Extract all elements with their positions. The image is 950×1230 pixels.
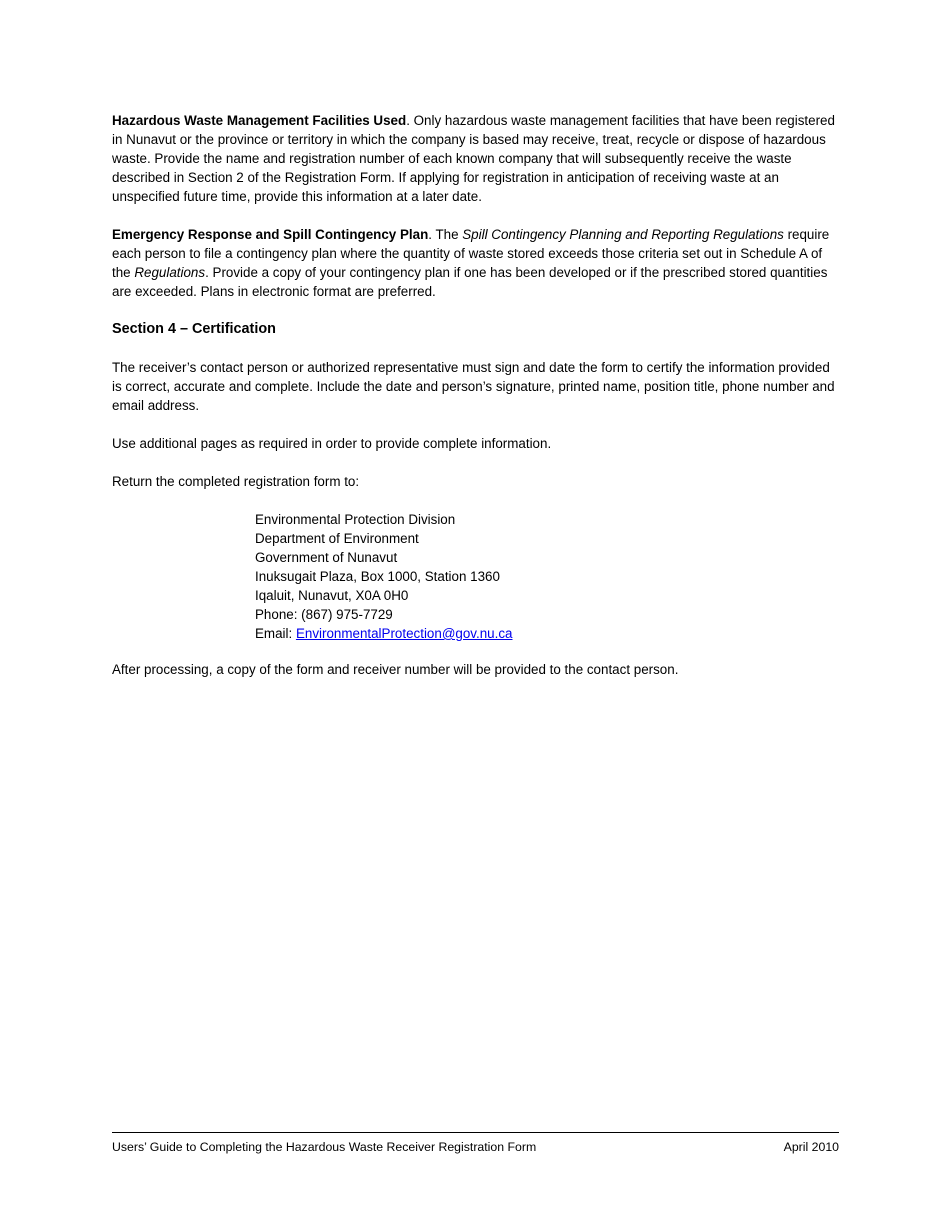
email-link[interactable]: EnvironmentalProtection@gov.nu.ca: [295, 626, 513, 641]
regulations-short: Regulations: [134, 265, 206, 280]
address-line-government: Government of Nunavut: [255, 550, 398, 565]
waste-facilities-title: Hazardous Waste Management Facilities Used: [112, 113, 407, 128]
emergency-plan-text-2: require each person to file a contingency plan where the quantity of waste stored exceeds those criteria set out in Schedule A of the: [112, 227, 830, 280]
mailing-address: [255, 510, 840, 643]
address-line-street: Inuksugait Plaza, Box 1000, Station 1360: [255, 569, 500, 584]
waste-facilities-text: . Only hazardous waste management facilities that have been registered in Nunavut or the province or territory in which the company is based may receive, treat, recycle or dispose of hazardous waste. Provide the name and registration number of each known company that will subsequently receive the waste described in Section 2 of the Registration Form. If applying for registration in anticipation of receiving waste at an unspecified future time, provide this information at a later date.: [112, 113, 835, 204]
address-line-department: Department of Environment: [255, 531, 419, 546]
emergency-plan-text-3: . Provide a copy of your contingency plan if one has been developed or if the prescribed stored quantities are exceeded. Plans in electronic format are preferred.: [112, 265, 828, 299]
footer-divider: [112, 1132, 839, 1133]
closing-paragraph: After processing, a copy of the form and receiver number will be provided to the contact person.: [112, 662, 679, 677]
additional-pages-paragraph: Use additional pages as required in order to provide complete information.: [112, 436, 552, 451]
address-line-city: Iqaluit, Nunavut, X0A 0H0: [255, 588, 409, 603]
emergency-plan-paragraph: [112, 225, 840, 301]
emergency-plan-title: Emergency Response and Spill Contingency Plan: [112, 227, 429, 242]
footer-date: April 2010: [783, 1140, 839, 1154]
regulations-name: Spill Contingency Planning and Reporting Regulations: [462, 227, 784, 242]
waste-facilities-paragraph: [112, 111, 840, 206]
email-label: Email:: [255, 626, 296, 641]
footer-title: Users’ Guide to Completing the Hazardous Waste Receiver Registration Form: [112, 1140, 537, 1154]
address-phone: Phone: (867) 975-7729: [255, 607, 393, 622]
certification-paragraph: The receiver’s contact person or authorized representative must sign and date the form to certify the information provided is correct, accurate and complete. Include the date and person’s signature, printed name, position title, phone number and email address.: [112, 360, 835, 413]
address-email-row: [255, 624, 840, 643]
address-line-division: Environmental Protection Division: [255, 512, 456, 527]
emergency-plan-text-1: . The: [428, 227, 463, 242]
section-4-heading: Section 4 – Certification: [112, 321, 276, 337]
page-footer: [112, 1139, 839, 1156]
return-instructions-paragraph: Return the completed registration form to:: [112, 474, 360, 489]
document-body: [112, 111, 840, 698]
